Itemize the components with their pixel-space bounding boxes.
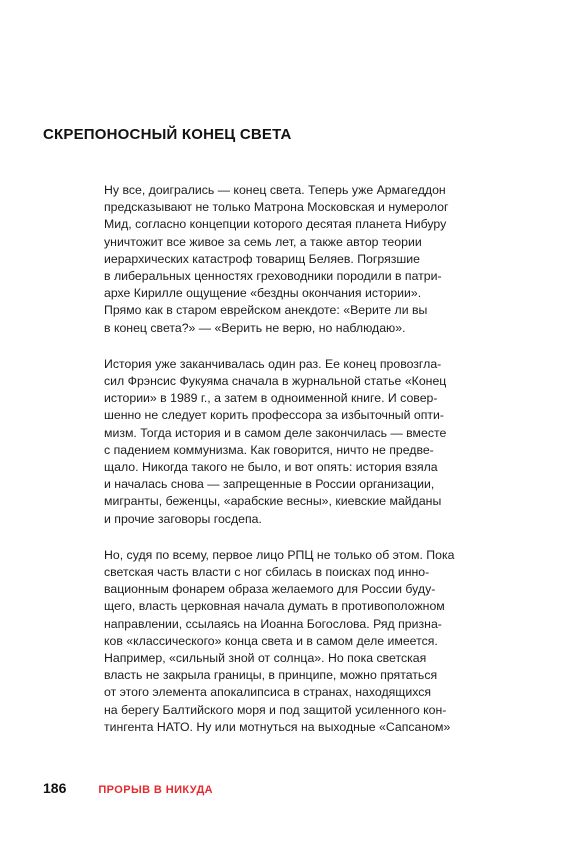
text-line: на берегу Балтийского моря и под защитой усиленного кон- (104, 702, 447, 717)
text-line: мизм. Тогда история и в самом деле закончилась — вместе (104, 425, 447, 440)
text-line: сил Фрэнсис Фукуяма сначала в журнальной статье «Конец (104, 374, 447, 389)
paragraph (104, 356, 534, 528)
chapter-title: СКРЕПОНОСНЫЙ КОНЕЦ СВЕТА (43, 126, 292, 143)
text-line: и прочие заговоры госдепа. (104, 511, 262, 526)
page-footer (43, 780, 213, 800)
text-line: светская часть власти с ног сбилась в поисках под инно- (104, 565, 430, 580)
text-line: История уже заканчивалась один раз. Ее конец провозгла- (104, 356, 442, 371)
text-line: от этого элемента апокалипсиса в странах, находящихся (104, 685, 432, 700)
page-number: 186 (43, 780, 67, 796)
text-line: направлении, ссылаясь на Иоанна Богослова. Ряд призна- (104, 616, 442, 631)
text-line: Прямо как в старом еврейском анекдоте: «Верите ли вы (104, 303, 428, 318)
text-line: щало. Никогда такого не было, и вот опять: история взяла (104, 460, 438, 475)
text-line: и началась снова — запрещенные в России организации, (104, 477, 435, 492)
text-line: архе Кирилле ощущение «бездны окончания истории». (104, 286, 422, 301)
text-line: в конец света?» — «Верить не верю, но наблюдаю». (104, 320, 406, 335)
text-line: шенно не следует корить профессора за избыточный опти- (104, 408, 444, 423)
text-line: предсказывают не только Матрона Московская и нумеролог (104, 200, 449, 215)
text-line: власть не закрыла границы, в принципе, можно прятаться (104, 668, 438, 683)
text-line: вационным фонарем образа желаемого для России буду- (104, 582, 436, 597)
running-title: ПРОРЫВ В НИКУДА (98, 784, 214, 796)
text-line: мигранты, беженцы, «арабские весны», киевские майданы (104, 494, 442, 509)
text-line: Но, судя по всему, первое лицо РПЦ не только об этом. Пока (104, 547, 455, 562)
text-line: в либеральных ценностях греховодники породили в патри- (104, 269, 442, 284)
text-line: щего, власть церковная начала думать в противоположном (104, 599, 445, 614)
text-line: тингента НАТО. Ну или мотнуться на выходные «Сапсаном» (104, 719, 451, 734)
text-line: истории» в 1989 г., а затем в одноименной книге. И совер- (104, 391, 438, 406)
text-line: Мид, согласно концепции которого десятая планета Нибуру (104, 217, 447, 232)
text-line: с падением коммунизма. Как говорится, ничто не предве- (104, 442, 434, 457)
text-line: иерархических катастроф товарищ Беляев. Погрязшие (104, 251, 420, 266)
text-line: Ну все, доигрались — конец света. Теперь уже Армагеддон (104, 183, 446, 197)
paragraph (104, 547, 534, 736)
paragraph (104, 182, 534, 337)
body-text (104, 182, 534, 755)
text-line: ков «классического» конца света и в самом деле имеется. (104, 633, 438, 648)
text-line: уничтожит все живое за семь лет, а также автор теории (104, 234, 422, 249)
text-line: Например, «сильный зной от солнца». Но пока светская (104, 651, 427, 666)
